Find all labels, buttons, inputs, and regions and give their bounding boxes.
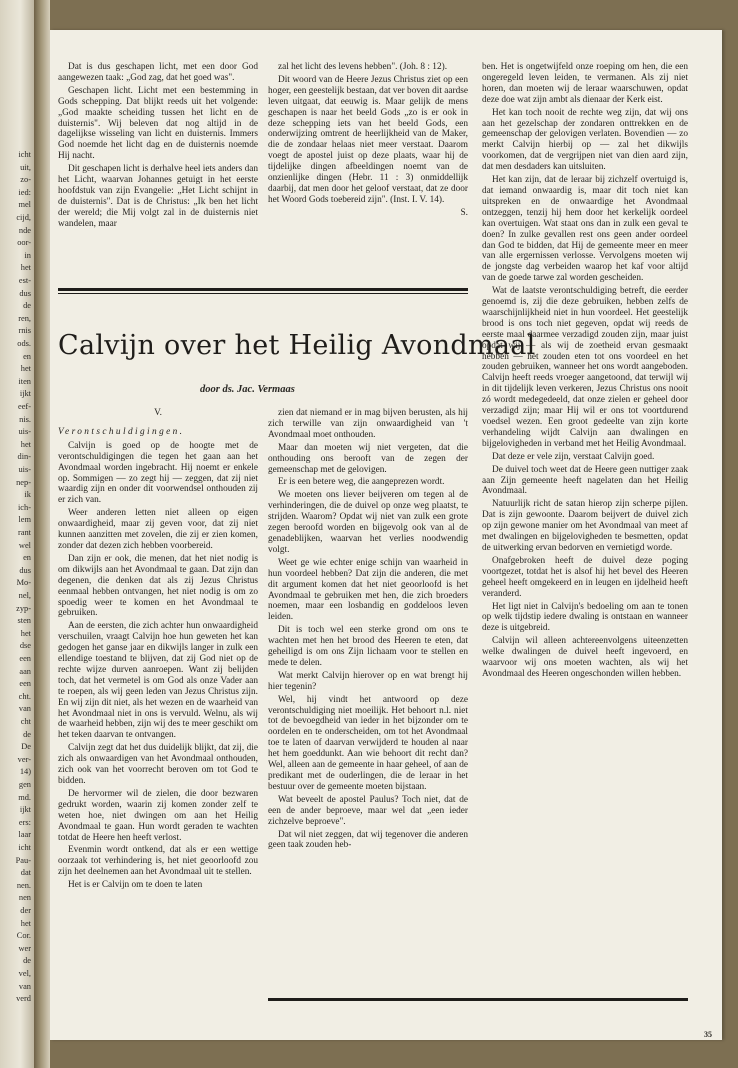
left-page-fragment: nel, (18, 591, 31, 600)
main-col2-paragraph: Dit is toch wel een sterke grond om ons te wachten met hen het brood des Heeren te eten, dat geheiligd is om ons Zijn lichaam voor te stellen en mede te delen. (268, 625, 468, 668)
left-page-fragment: de (23, 729, 31, 739)
right-col-paragraph: Het kan zijn, dat de leraar bij zichzelf overtuigd is, dat iemand onwaardig is, maar dit toch niet kan uitspreken en de onwaardige het Avondmaal ontzeggen, tenzij hij hem door het kerkelijk oordeel kan overtuigen. Wat staat ons dan in zulk een geval te doen? In zulke gevallen rest ons geen ander oordeel dan God te bidden, dat Hij de gemeente meer en meer van alle ergernissen verlosse. Vervolgens moeten wij de jongste dag verbeiden waarop het kaf voor altijd van de goede tarwe zal worden gescheiden. (482, 175, 688, 284)
left-page-fragment: Mo- (16, 578, 31, 588)
right-col-paragraph: Het kan toch nooit de rechte weg zijn, dat wij ons aan het gezelschap der zondaren onttrekken en de gemeenschap der gelovigen verlaten. Bovendien — zo merkt Calvijn hierbij op — zal het dikwijls voorkomen, dat de vergrijpen niet van dien aard zijn, dat men desdaders kan uitsluiten. (482, 107, 688, 173)
left-page-fragment: 14) (19, 767, 31, 777)
article-byline: door ds. Jac. Vermaas (200, 384, 295, 395)
left-page-fragment: het (20, 263, 31, 273)
left-page-fragment: iten (18, 376, 31, 386)
left-page-fragment: nis. (19, 414, 31, 424)
left-page-fragment: laar (18, 830, 31, 840)
left-page-fragment: uit, (20, 162, 31, 172)
main-col1-paragraph: Het is er Calvijn om te doen te laten (68, 880, 203, 891)
left-page-fragment: Cor. (16, 931, 31, 941)
left-page-fragment: eef- (17, 402, 31, 411)
author-signature: S. (460, 207, 468, 218)
left-page-fragment: het (20, 439, 31, 449)
left-page-fragment: cijd, (16, 213, 31, 222)
left-page-fragment: est- (18, 276, 31, 285)
top-col1-paragraph: Dat is dus geschapen licht, met een door God aangewezen taak: „God zag, dat het goed was". (58, 62, 258, 83)
left-page-fragment: cht (20, 717, 31, 726)
left-page-fragment: De (21, 742, 31, 752)
article-title: Calvijn over het Heilig Avondmaal (58, 330, 536, 362)
left-page-fragment: ich- (17, 502, 31, 512)
left-page-fragment: rant (17, 528, 31, 537)
left-page-fragment: dus (19, 288, 31, 298)
left-page-fragment: het (20, 918, 31, 928)
left-page-fragment: ers: (18, 817, 31, 827)
right-col-paragraph: Calvijn wil alleen achtereenvolgens uiteenzetten welke dwalingen de duivel heeft ingevoerd, en waarvoor wij ons moeten wachten, als wij het Avondmaal des Heeren ongeschonden willen hebben. (482, 636, 688, 679)
main-col2-paragraph: zien dat niemand er in mag bijven berusten, als hij zich terwille van zijn onwaardigheid van 't Avondmaal moet onthouden. (268, 408, 468, 440)
left-page-fragment: rnis (18, 326, 31, 336)
left-page-fragment: lem (18, 515, 31, 525)
left-page-fragment: dus (19, 565, 31, 575)
left-page-fragment: ijkt (19, 389, 31, 399)
left-page-fragment: ods. (17, 339, 31, 348)
left-page-fragment: de (23, 301, 31, 311)
top-col1-paragraph: Dit geschapen licht is derhalve heel iets anders dan het Licht, waarvan Johannes getuigt in het eerste hoofdstuk van zijn Evangelie: „Het Licht schijnt in de duisternis". Dat is de Christus: „Ik ben het licht der wereld; die Mij volgt zal in de duisternis niet wandelen, maar (58, 164, 259, 229)
left-page-fragment: uis- (18, 427, 31, 437)
left-page-fragment: aan (19, 666, 31, 676)
right-col-paragraph: Wat de laatste verontschuldiging betreft, die eerder genoemd is, zij die deze gebruiken, hebben zelfs de waarschijnlijkheid niet in hun voordeel. Het geestelijk brood is ons toch niet gegeven, opdat wij reeds de eerste maal daarmee verzadigd zouden zijn, maar juist opdat wij — als wij de zoetheid ervan gesmaakt hebben — het zouden eten tot ons voordeel en het zouden gebruiken, wanneer het ons wordt aangeboden. Calvijn heeft reeds vroeger aangetoond, dat terwijl wij in dit tijdelijk leven verkeren, Jezus Christus ons nooit zó wordt medegedeeld, dat onze zielen er geheel door verzadigd zijn; maar Hij wil er ons tot voortdurend voedsel wezen. Een groot gedeelte van zijn korte verhandeling wijdt Calvijn aan dwalingen en bijgelovigheden in verband met het Heilig Avondmaal. (482, 286, 688, 449)
adjacent-page-strip (0, 0, 34, 1068)
main-col1-paragraph: Dan zijn er ook, die menen, dat het niet nodig is om dikwijls aan het Avondmaal te gaan. Dat zijn dan degenen, die denken dat als zij Jezus Christus eenmaal hebben ontvangen, het niet nodig is om zo spoedig weer te komen en het Avondmaal te gebruiken. (58, 553, 258, 619)
article-divider-rule (58, 288, 468, 291)
left-page-fragment: gen (18, 780, 31, 789)
left-page-fragment: ied: (18, 187, 31, 197)
left-page-fragment: ren, (18, 313, 31, 323)
section-numeral: V. (154, 408, 162, 418)
left-page-fragment: mel (18, 200, 31, 210)
right-col-paragraph: Het ligt niet in Calvijn's bedoeling om aan te tonen op welk tijdstip iedere dwaling is ontstaan en wanneer deze is uitgebreid. (482, 601, 688, 634)
left-page-fragment: Pau- (15, 855, 31, 865)
book-gutter (34, 0, 50, 1068)
left-page-fragment: wel (18, 540, 31, 550)
left-page-fragment: en (23, 351, 31, 361)
left-page-fragment: icht (18, 843, 31, 852)
left-page-fragment: een (19, 654, 31, 663)
left-page-fragment: van (18, 981, 31, 991)
main-article-column-2 (268, 408, 468, 853)
right-col-paragraph: Dat deze er vele zijn, verstaat Calvijn goed. (492, 451, 655, 462)
main-col2-paragraph: Er is een betere weg, die aangeprezen wordt. (278, 477, 445, 488)
left-page-fragment: het (20, 628, 31, 638)
left-page-fragment: van (18, 704, 31, 714)
top-article-column-2 (268, 62, 468, 219)
left-page-fragment: nde (18, 225, 31, 235)
top-col2-paragraph: Dit woord van de Heere Jezus Christus ziet op een hoger, een geestelijk bestaan, dat ver boven dit aardse leven uitgaat, dat eeuwig is. Maar gelijk de mens geschapen is naar het beeld Gods „zo is er ook in deze schepping iets van het beeld Gods, een onderwijzing omtrent de heerlijkheid van de Maker, die de zondaar helaas niet meer verstaat. Daarom voegt de apostel juist op deze plaats, waar hij de tijdelijke dingen afbeeldingen noemt van de onzienlijke dingen (Hebr. 11 : 3) onmiddellijk daarbij, dat men door het geloof verstaat, dat ze door het Woord Gods toebereid zijn". (Inst. I. V. 14). (268, 74, 468, 205)
main-col1-paragraph: De hervormer wil de zielen, die door bezwaren gedrukt worden, waarin zij komen zonder zelf te weten hoe, niet dwingen om aan het Heilig Avondmaal te gaan. Hun wordt geraden te wachten totdat de Heere hen heeft verlost. (58, 788, 258, 843)
right-article-column (482, 62, 688, 682)
left-page-fragment: icht (18, 150, 31, 159)
left-page-fragment: het (20, 364, 31, 374)
main-col2-paragraph: Dat wil niet zeggen, dat wij tegenover die anderen geen taak zouden heb- (268, 829, 468, 851)
left-page-fragment: der (20, 906, 31, 915)
left-page-fragment: zyp- (16, 603, 31, 613)
left-page-fragment: en (23, 553, 31, 563)
top-article-column-1 (58, 62, 258, 232)
left-page-fragment: zo- (20, 175, 31, 185)
left-page-fragment: dse (19, 641, 31, 651)
main-col1-paragraph: Calvijn is goed op de hoogte met de verontschuldigingen die tegen het gaan aan het Avondmaal worden ingebracht. Hij noemt er enkele op. Sommigen — zo zegt hij — zeggen, dat zij niet waardig zijn en onder dit voorwendsel onthouden zij er zich van. (58, 440, 258, 506)
top-col2-paragraph: zal het licht des levens hebben". (Joh. 8 : 12). (278, 62, 448, 72)
left-page-fragment: din- (17, 452, 31, 462)
main-col1-paragraph: Evenmin wordt ontkend, dat als er een wettige oorzaak tot verhindering is, het niet geoorloofd zou zijn het deelnemen aan het Avondmaal uit te stellen. (58, 845, 258, 878)
main-col1-paragraph: Aan de eersten, die zich achter hun onwaardigheid verschuilen, vraagt Calvijn hoe hun geweten het kan gedogen het ganse jaar en dikwijls langer in zulk een ellendige toestand te blijven, dat zij God niet op de rechte wijze durven aanroepen. Want zij belijden toch, dat het vermetel is om God als onze Vader aan te roepen, als wij geen leden van Jezus Christus zijn. En wij zijn dit niet, als het wezen en de waarheid van het Avondmaal niet in ons is vervuld. Welnu, als wij de waarheid hebben, zijn wij des te meer geschikt om het teken daarvan te ontvangen. (58, 621, 258, 741)
left-page-fragment: oor- (17, 238, 31, 248)
left-page-fragment: nep- (16, 477, 31, 487)
main-col2-paragraph: Wel, hij vindt het antwoord op deze verontschuldiging niet moeilijk. Het behoort n.l. niet tot de bevoegdheid van ieder in het bijzonder om te oordelen en te onderscheiden, om tot het Avondmaal toe te laten of daarvan verwijderd te houden al naar het hem goeddunkt. Aan wie behoort dit recht dan? Wel, alleen aan de gemeente in haar geheel, of aan de predikant met de ouderlingen, die de leraar in het bestuur over de gemeente moeten bijstaan. (268, 694, 468, 792)
left-page-fragment: nen (18, 893, 31, 903)
main-col2-paragraph: Wat merkt Calvijn hierover op en wat brengt hij hier tegenin? (268, 670, 468, 692)
left-page-fragment: sten (17, 616, 31, 626)
right-col-paragraph: Onafgebroken heeft de duivel deze poging voortgezet, totdat het is alsof hij het bevel des Heeren geheel heeft omgekeerd en in leugen en ijdelheid heeft veranderd. (482, 555, 688, 599)
left-page-fragment: verd (16, 994, 31, 1004)
main-col2-paragraph: Maar dan moeten wij niet vergeten, dat die onthouding ons berooft van de zegen der gemeenschap met de gelovigen. (268, 442, 468, 475)
left-page-fragment: vel, (18, 969, 31, 978)
left-page-fragment: in (24, 250, 31, 260)
magazine-page (50, 30, 722, 1040)
left-page-fragment: uis- (18, 465, 31, 474)
main-col2-paragraph: Wat beveelt de apostel Paulus? Toch niet, dat de een de ander beproeve, maar wel dat „een ieder zichzelve beproeve". (268, 794, 468, 827)
right-col-paragraph: ben. Het is ongetwijfeld onze roeping om hen, die een ongeregeld leven leiden, te vermanen. Als zij niet horen, dan moeten wij de leraar waarschuwen, opdat deze doe wat zijn ambt als dienaar der Kerk eist. (482, 62, 688, 105)
left-page-fragment: ik (24, 490, 31, 500)
main-article-column-1 (58, 408, 258, 893)
left-page-fragment: cht. (18, 691, 31, 701)
left-page-fragment: een (19, 679, 31, 689)
top-col1-paragraph: Geschapen licht. Licht met een bestemming in Gods schepping. Dat blijkt reeds uit het volgende: „God maakte scheiding tussen het licht en de duisternis". Wij beleven dat nog altijd in de dagelijkse wisseling van licht en duisternis. Immers God noemde het licht dag en de duisternis noemde Hij nacht. (58, 85, 258, 162)
right-col-paragraph: Natuurlijk richt de satan hierop zijn scherpe pijlen. Dat is zijn gewoonte. Daarom beijvert de duivel zich op zijn gewone manier om het Avondmaal van meet af met dwalingen en bijgelovigheden te besmetten, opdat de uitwerking ervan bedorven en vernietigd worde. (482, 499, 688, 553)
left-page-fragment: ver- (17, 754, 31, 764)
left-page-fragment: md. (18, 792, 31, 802)
main-col1-paragraph: Weer anderen letten niet alleen op eigen onwaardigheid, maar zij geven voor, dat zij niet kunnen aanzitten met zovelen, die zij er zien komen, zonder dat dezen zich hebben voorbereid. (58, 508, 258, 551)
main-col2-paragraph: Weet ge wie echter enige schijn van waarheid in hun voordeel hebben? Dat zijn die anderen, die met dit argument komen dat het niet geoorloofd is het Avondmaal te gebruiken met hen, die zich broeders noemen, maar een losbandig en goddeloos leven leiden. (268, 557, 468, 623)
page-number: 35 (704, 1030, 712, 1039)
main-col2-paragraph: We moeten ons liever beijveren om tegen al de verhinderingen, die de duivel op onze weg plaatst, te strijden. Waarom? Opdat wij niet van zulk een grote zegen beroofd worden en bijgevolg ook van al de genadeblijken, waarvan het verlies noodwendig volgt. (268, 490, 468, 555)
left-page-fragment: wer (18, 943, 31, 953)
footer-rule (268, 998, 688, 1001)
main-col1-paragraph: Calvijn zegt dat het dus duidelijk blijkt, dat zij, die zich als onwaardigen van het Avondmaal onthouden, zich ook van het voorrecht beroven om tot God te bidden. (58, 743, 258, 786)
left-page-fragment: de (23, 956, 31, 966)
left-page-fragment: ijkt (19, 805, 31, 815)
left-page-fragment: nen. (16, 880, 31, 890)
section-heading: Verontschuldigingen. (58, 426, 185, 437)
article-divider-rule-thin (58, 293, 468, 294)
right-col-paragraph: De duivel toch weet dat de Heere geen nuttiger zaak aan Zijn gemeente heeft nagelaten dan het Heilig Avondmaal. (482, 464, 688, 497)
left-page-fragment: dat (20, 868, 31, 878)
